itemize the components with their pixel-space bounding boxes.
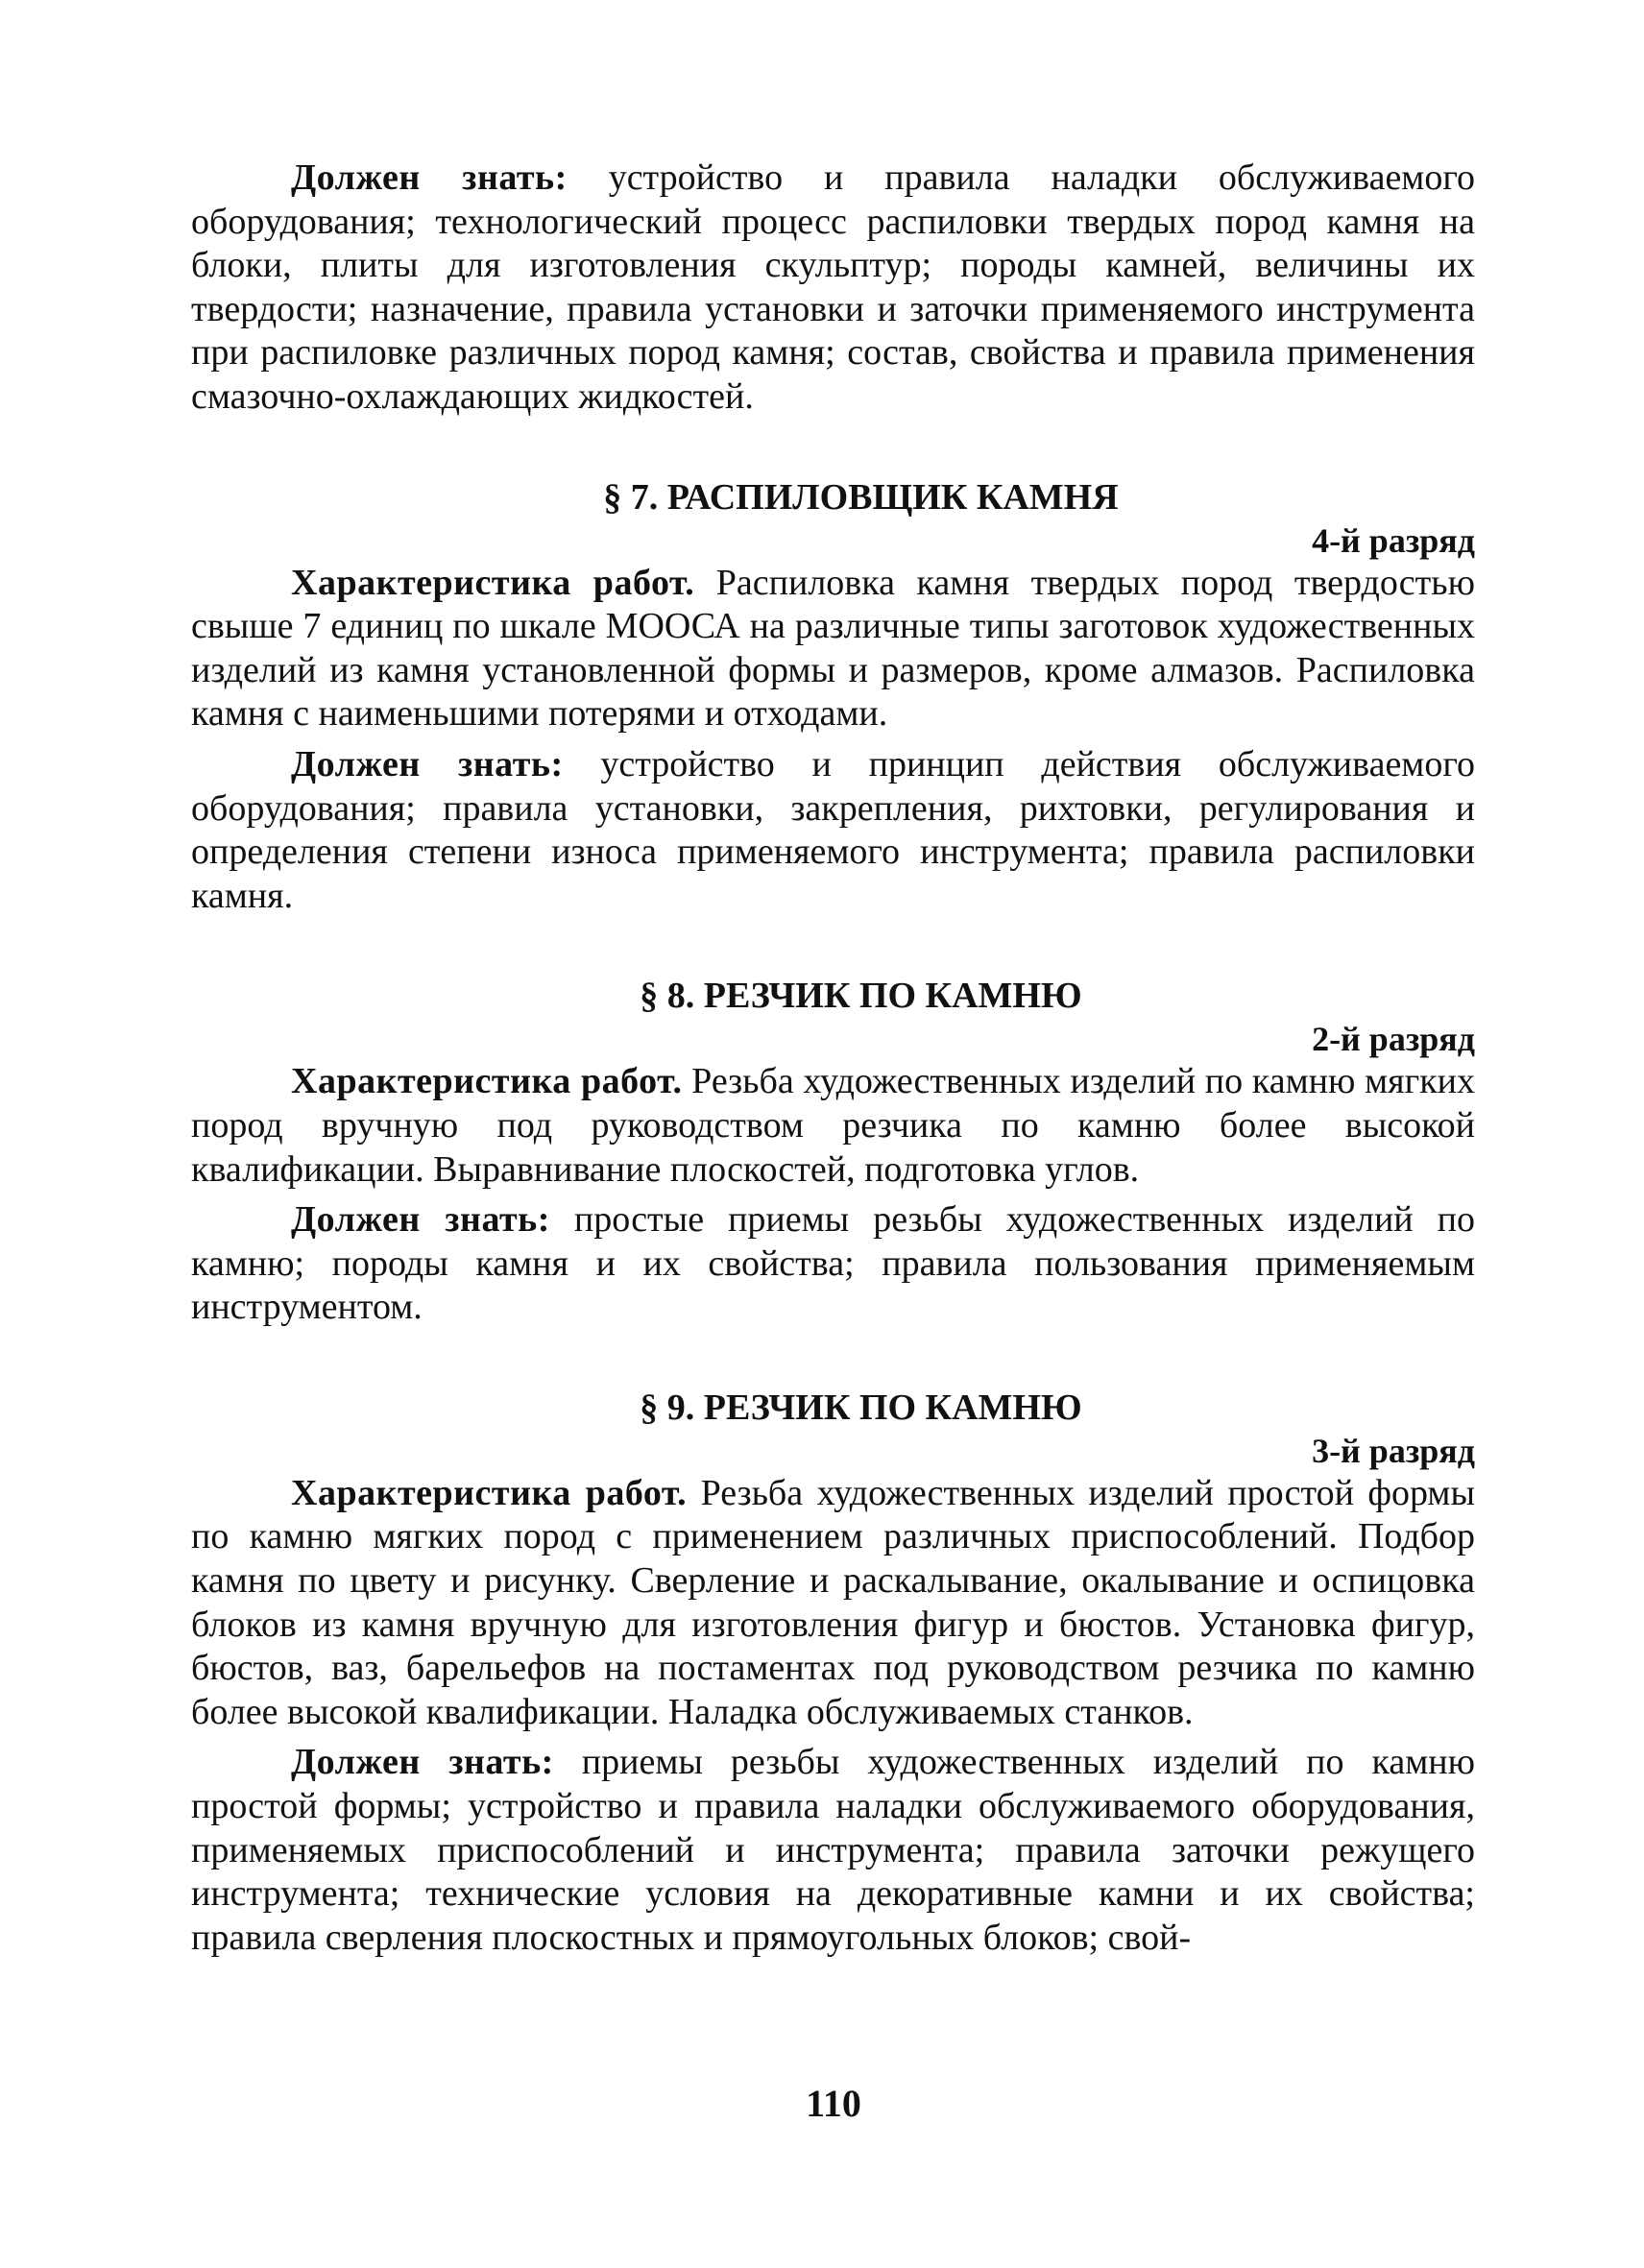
knowledge-text: приемы резьбы художественных изделий по камню простой формы; устройство и правила наладки обслуживаемого оборудования, применяемых приспособлений и инструмента; правила заточки режущего инструмента; технические условия на декоративные камни и их свойства; правила сверления плоскостных и прямоугольных блоков; свой- — [191, 1742, 1475, 1958]
knowledge-lead: Должен знать: — [291, 743, 564, 784]
knowledge-lead: Должен знать: — [291, 1742, 554, 1783]
document-page — [191, 157, 1475, 1960]
section-7 — [191, 475, 1475, 919]
section-8 — [191, 974, 1475, 1330]
knowledge-paragraph — [191, 743, 1475, 918]
section-9 — [191, 1386, 1475, 1961]
knowledge-text: устройство и принцип действия обслуживаемого оборудования; правила установки, закрепления, рихтовки, регулирования и определения степени износа применяемого инструмента; правила распиловки камня. — [191, 743, 1475, 916]
grade-label: 2-й разряд — [1312, 1020, 1475, 1059]
knowledge-paragraph — [191, 1198, 1475, 1330]
characteristic-text: Распиловка камня твердых пород твердостью свыше 7 единиц по шкале МООСА на различные типы заготовок художественных изделий из камня установленной формы и размеров, кроме алмазов. Распиловка камня с наименьшими потерями и отходами. — [191, 562, 1475, 735]
characteristic-lead: Характеристика работ. — [291, 1472, 688, 1513]
characteristic-paragraph — [191, 1060, 1475, 1192]
characteristic-text: Резьба художественных изделий по камню мягких пород вручную под руководством резчика по камню более высокой квалификации. Выравнивание плоскостей, подготовка углов. — [191, 1061, 1475, 1190]
characteristic-lead: Характеристика работ. — [291, 562, 695, 603]
characteristic-paragraph — [191, 562, 1475, 736]
characteristic-text: Резьба художественных изделий простой формы по камню мягких пород с применением различных приспособлений. Подбор камня по цвету и рисунку. Сверление и раскалывание, окалывание и оспицовка блоков из камня вручную для изготовления фигур и бюстов. Установка фигур, бюстов, ваз, барельефов на постаментах под руководством резчика по камню более высокой квалификации. Наладка обслуживаемых станков. — [191, 1472, 1476, 1732]
grade-label: 3-й разряд — [1312, 1431, 1475, 1470]
knowledge-text: простые приемы резьбы художественных изделий по камню; породы камня и их свойства; правила пользования применяемым инструментом. — [191, 1199, 1475, 1328]
knowledge-paragraph — [191, 1741, 1475, 1960]
intro-text: устройство и правила наладки обслуживаемого оборудования; технологический процесс распиловки твердых пород камня на блоки, плиты для изготовления скульптур; породы камней, величины их твердости; назначение, правила установки и заточки применяемого инструмента при распиловке различных пород камня; состав, свойства и правила применения смазочно-охлаждающих жидкостей. — [191, 157, 1475, 417]
characteristic-paragraph — [191, 1472, 1475, 1735]
section-title: § 8. РЕЗЧИК ПО КАМНЮ — [640, 976, 1082, 1017]
section-title: § 7. РАСПИЛОВЩИК КАМНЯ — [603, 476, 1119, 518]
knowledge-lead: Должен знать: — [291, 1199, 550, 1241]
grade-label: 4-й разряд — [1312, 520, 1475, 560]
page-number: 110 — [806, 2082, 861, 2125]
characteristic-lead: Характеристика работ. — [291, 1061, 683, 1102]
intro-lead: Должен знать: — [291, 157, 568, 198]
section-title: § 9. РЕЗЧИК ПО КАМНЮ — [640, 1387, 1082, 1428]
intro-paragraph — [191, 157, 1475, 420]
